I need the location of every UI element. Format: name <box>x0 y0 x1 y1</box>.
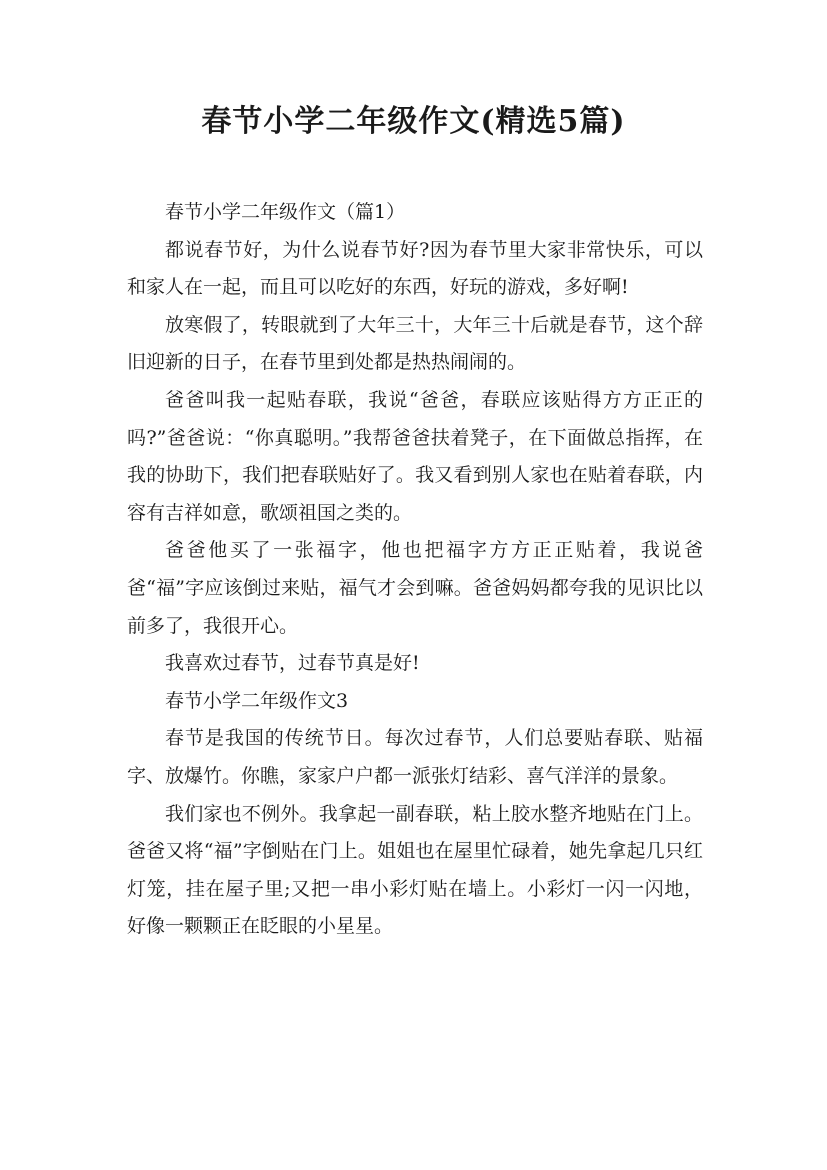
paragraph: 我们家也不例外。我拿起一副春联，粘上胶水整齐地贴在门上。爸爸又将“福”字倒贴在门上。姐姐也在屋里忙碌着，她先拿起几只红灯笼，挂在屋子里;又把一串小彩灯贴在墙上。小彩灯一闪一闪地，好像一颗颗正在眨眼的小星星。 <box>127 802 703 938</box>
paragraph: 放寒假了，转眼就到了大年三十，大年三十后就是春节，这个辞旧迎新的日子，在春节里到处都是热热闹闹的。 <box>127 313 703 374</box>
paragraph: 春节是我国的传统节日。每次过春节，人们总要贴春联、贴福字、放爆竹。你瞧，家家户户都一派张灯结彩、喜气洋洋的景象。 <box>127 727 703 787</box>
paragraph: 都说春节好，为什么说春节好?因为春节里大家非常快乐，可以和家人在一起，而且可以吃好的东西，好玩的游戏，多好啊! <box>127 238 703 299</box>
paragraph: 爸爸他买了一张福字，他也把福字方方正正贴着，我说爸爸“福”字应该倒过来贴，福气才会到嘛。爸爸妈妈都夸我的见识比以前多了，我很开心。 <box>127 539 703 637</box>
document-title: 春节小学二年级作文(精选5篇) <box>201 104 626 139</box>
paragraph: 我喜欢过春节，过春节真是好! <box>165 652 420 675</box>
section-heading-1: 春节小学二年级作文（篇1） <box>165 201 406 223</box>
section-heading-3: 春节小学二年级作文3 <box>165 689 349 712</box>
document-body <box>127 194 703 946</box>
paragraph: 爸爸叫我一起贴春联，我说“爸爸，春联应该贴得方方正正的吗?”爸爸说：“你真聪明。”我帮爸爸扶着凳子，在下面做总指挥，在我的协助下，我们把春联贴好了。我又看到别人家也在贴着春联，内容有吉祥如意，歌颂祖国之类的。 <box>127 388 703 524</box>
